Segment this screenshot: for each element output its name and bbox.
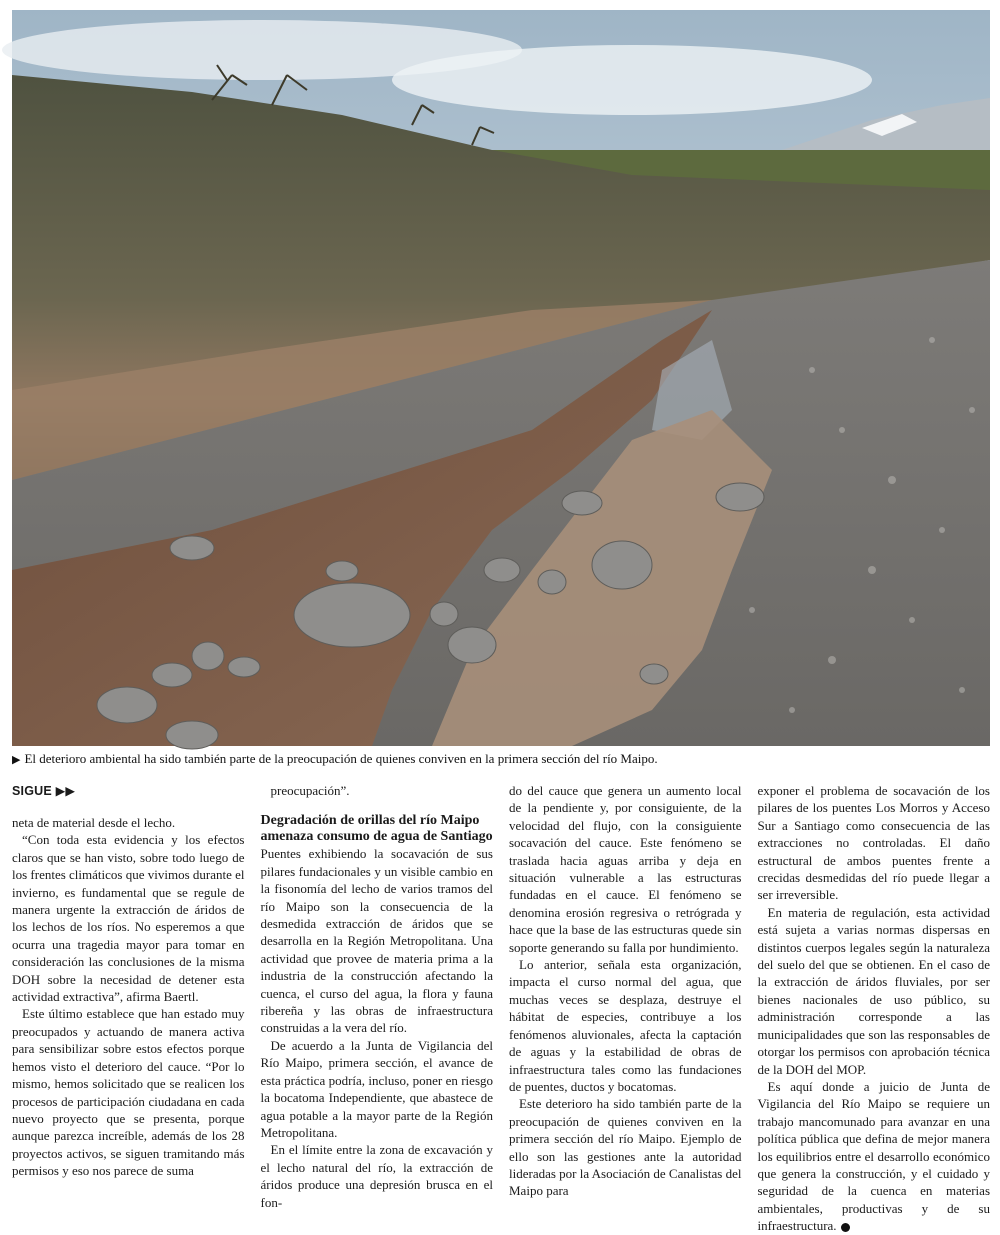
caption-marker: ▶ [12, 754, 21, 766]
paragraph: Este último establece que han estado muy preocupados y actuando de manera activa para sensibilizar sobre estos efectos porque hemos visto el deterioro del cauce. “Por lo mismo, hemos solicitado que se realicen los procesos de participación ciudadana en cada nuevo proyecto que se presenta, porque aunque parezca increíble, además de los 28 proyectos activos, se siguen tramitando más permisos y eso nos parece de suma [12, 1006, 245, 1179]
river-photo [12, 10, 990, 746]
paragraph: preocupación”. [270, 783, 350, 798]
photo-caption [12, 751, 990, 768]
final-paragraph-text: Es aquí donde a juicio de Junta de Vigilancia del Río Maipo se requiere un trabajo mancomunado para avanzar en una política pública que defina de mejor manera los equilibrios entre el desarrollo económico que genera la construcción, y el cuidado y seguridad de la cuenca en materias ambientales, productivas y de su infraestructura. [757, 1078, 990, 1234]
paragraph: exponer el problema de socavación de los pilares de los puentes Los Morros y Acceso Sur a Santiago como consecuencia de las extracciones no controladas. El daño estructural de ambos puentes frente a crecidas desmedidas del río puede llegar a ser irreversible. [757, 783, 990, 903]
article-column-2 [261, 782, 494, 1235]
river-photo-illustration [12, 10, 990, 746]
paragraph: “Con toda esta evidencia y los efectos claros que se han visto, sobre todo luego de los frentes climáticos que vivimos durante el invierno, es fundamental que se regule de manera urgente la extracción de áridos de los lechos de los ríos. No esperemos a que ocurra una tragedia mayor para tomar en consideración las conclusiones de la misma DOH sobre la necesidad de detener esta actividad extractiva”, afirma Baertl. [12, 832, 245, 1005]
article-body [12, 782, 990, 1234]
paragraph [758, 1078, 991, 1235]
end-of-article-mark [841, 1223, 850, 1232]
sigue-label: SIGUE ▶▶ [12, 784, 76, 798]
paragraph: Puentes exhibiendo la socavación de sus pilares fundacionales y un visible cambio en la fisonomía del lecho de varios tramos del río Maipo son la consecuencia de la desmedida extracción de áridos que se desarrolla en la Región Metropolitana. Una actividad que provee de materia prima a la industria de la construcción afectando la cuenca, el curso del agua, la flora y fauna ribereña y las obras de infraestructura construidas a la vera del río. [260, 846, 493, 1036]
paragraph: En el límite entre la zona de excavación y el lecho natural del río, la extracción de áridos produce una depresión brusca en el fon- [260, 1142, 493, 1210]
article-column-4 [758, 782, 991, 1235]
article-column-3 [509, 782, 742, 1235]
paragraph: De acuerdo a la Junta de Vigilancia del Río Maipo, primera sección, el avance de esta práctica podría, incluso, poner en riesgo la bocatoma Independiente, que abastece de agua potable a la mayor parte de la Región Metropolitana. [260, 1037, 493, 1140]
article-column-1 [12, 782, 245, 1235]
caption-text: El deterioro ambiental ha sido también parte de la preocupación de quienes conviven en la primera sección del río Maipo. [24, 751, 658, 766]
paragraph: En materia de regulación, esta actividad está sujeta a varias normas dispersas en distintos cuerpos legales según la naturaleza del suelo del que se obtienen. En el caso de la extracción de áridos fluviales, por ser bienes nacionales de uso público, su administración corresponde a las municipalidades que son las responsables de otorgar los permisos con aprobación técnica de la DOH del MOP. [757, 904, 990, 1077]
paragraph: Lo anterior, señala esta organización, impacta el curso normal del agua, que muchas veces se desplaza, destruye el hábitat de especies, contribuye a los fenómenos aluvionales, afecta la captación de aguas y la estabilidad de obras de infraestructura tales como las fundaciones de puentes, ductos y bocatomas. [509, 957, 742, 1094]
paragraph: Este deterioro ha sido también parte de la preocupación de quienes conviven en la primera sección del río Maipo. Ejemplo de ello son las gestiones ante la autoridad lideradas por la Asociación de Canalistas del Maipo para [509, 1096, 742, 1199]
subheading: Degradación de orillas del río Maipo amenaza consumo de agua de Santiago [260, 813, 493, 845]
paragraph: do del cauce que genera un aumento local de la pendiente y, por consiguiente, de la velocidad del flujo, con la consiguiente socavación del cauce. Este fenómeno se traslada hacia aguas arriba y deja en situación vulnerable a las estructuras fundadas en el cauce. El fenómeno se denomina erosión regresiva o retrógrada y hace que la base de las estructuras quede sin soporte generando su falla por hundimiento. [509, 783, 742, 955]
paragraph: neta de material desde el lecho. [12, 815, 176, 830]
